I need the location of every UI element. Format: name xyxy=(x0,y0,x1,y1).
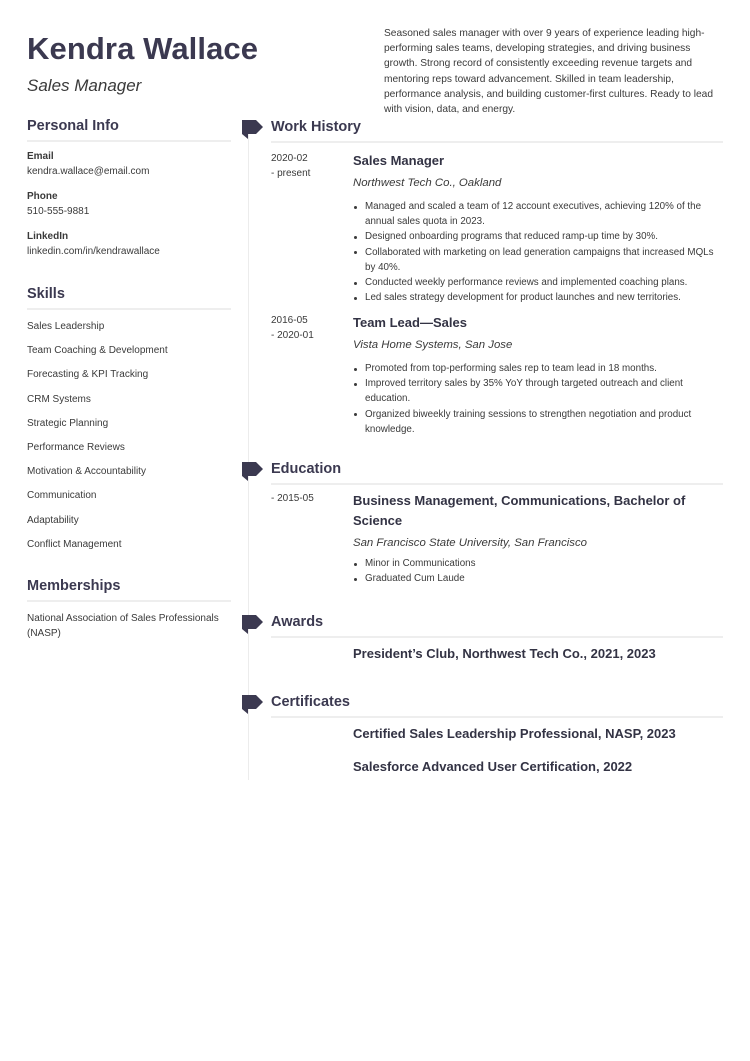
bullet-item: Organized biweekly training sessions to strengthen negotiation and product knowledge. xyxy=(353,407,723,437)
certificate-item: Salesforce Advanced User Certification, 2022 xyxy=(353,759,633,774)
bullet-item: Improved territory sales by 35% YoY through targeted outreach and client education. xyxy=(353,376,723,406)
job-bullets xyxy=(353,199,723,305)
awards-section xyxy=(241,614,723,674)
skill-item: Team Coaching & Development xyxy=(27,345,168,357)
skill-item: Forecasting & KPI Tracking xyxy=(27,369,149,381)
skills-list xyxy=(27,320,231,562)
divider xyxy=(271,483,723,485)
certificates-section xyxy=(241,694,723,784)
work-date xyxy=(271,313,341,343)
email-label: Email xyxy=(27,151,54,162)
candidate-title: Sales Manager xyxy=(27,76,142,95)
job-bullets xyxy=(353,361,723,437)
flag-icon xyxy=(241,694,265,716)
personal-info-section xyxy=(27,118,231,257)
section-heading-skills: Skills xyxy=(27,286,231,310)
candidate-name: Kendra Wallace xyxy=(27,31,259,66)
work-date xyxy=(271,151,341,181)
skill-item: Performance Reviews xyxy=(27,441,125,453)
divider xyxy=(271,141,723,143)
linkedin-value[interactable]: linkedin.com/in/kendrawallace xyxy=(27,246,160,257)
bullet-item: Led sales strategy development for product launches and new territories. xyxy=(353,290,723,305)
skill-item: Sales Leadership xyxy=(27,321,105,332)
left-column xyxy=(27,118,231,641)
company-location: Vista Home Systems, San Jose xyxy=(353,339,513,351)
flag-icon xyxy=(241,614,265,636)
phone-label: Phone xyxy=(27,191,58,202)
skills-section xyxy=(27,286,231,562)
date-start: 2016-05 xyxy=(271,315,308,326)
bullet-item: Graduated Cum Laude xyxy=(353,571,723,586)
education-section xyxy=(241,461,723,591)
divider xyxy=(271,636,723,638)
section-heading-awards: Awards xyxy=(271,614,324,630)
skill-item: Strategic Planning xyxy=(27,417,109,429)
date-end: - present xyxy=(271,168,311,180)
degree-title: Business Management, Communications, Bachelor of Science xyxy=(353,493,686,528)
flag-icon xyxy=(241,461,265,483)
bullet-item: Conducted weekly performance reviews and implemented coaching plans. xyxy=(353,275,723,290)
award-item: President’s Club, Northwest Tech Co., 2021, 2023 xyxy=(353,646,656,661)
bullet-item: Managed and scaled a team of 12 account executives, achieving 120% of the annual sales quota in 2023. xyxy=(353,199,723,229)
skill-item: Communication xyxy=(27,490,97,502)
skill-item: Conflict Management xyxy=(27,538,122,550)
section-heading-certificates: Certificates xyxy=(271,694,350,710)
bullet-item: Promoted from top-performing sales rep to team lead in 18 months. xyxy=(353,361,723,376)
skill-item: Motivation & Accountability xyxy=(27,466,146,478)
professional-summary: Seasoned sales manager with over 9 years of experience leading high-performing sales teams, developing strategies, and driving business growth. Strong record of consistently exceeding revenue targets and mentoring reps toward advancement. Skilled in team leadership, performance analysis, and building customer-first cultures. Ready to lead with vision, data, and energy. xyxy=(384,28,713,116)
certificate-item: Certified Sales Leadership Professional, NASP, 2023 xyxy=(353,726,676,741)
job-title: Sales Manager xyxy=(353,153,445,168)
phone-value[interactable]: 510-555-9881 xyxy=(27,206,90,217)
education-date: - 2015-05 xyxy=(271,493,314,504)
bullet-item: Minor in Communications xyxy=(353,556,723,571)
flag-icon xyxy=(241,119,265,141)
bullet-item: Designed onboarding programs that reduced ramp-up time by 30%. xyxy=(353,229,723,244)
education-bullets xyxy=(353,556,723,586)
linkedin-label: LinkedIn xyxy=(27,231,69,242)
date-end: - 2020-01 xyxy=(271,330,314,342)
skill-item: Adaptability xyxy=(27,514,79,526)
membership-item: National Association of Sales Professionals (NASP) xyxy=(27,612,219,640)
memberships-section xyxy=(27,578,231,641)
job-title: Team Lead—Sales xyxy=(353,315,467,330)
section-heading-education: Education xyxy=(271,461,342,477)
section-heading-memberships: Memberships xyxy=(27,578,231,602)
work-history-section xyxy=(241,119,723,439)
skill-item: CRM Systems xyxy=(27,393,91,405)
company-location: Northwest Tech Co., Oakland xyxy=(353,177,502,189)
divider xyxy=(271,716,723,718)
school-location: San Francisco State University, San Francisco xyxy=(353,537,588,549)
section-heading-personal-info: Personal Info xyxy=(27,118,231,142)
email-value[interactable]: kendra.wallace@email.com xyxy=(27,166,150,177)
section-heading-work-history: Work History xyxy=(271,119,361,135)
date-start: 2020-02 xyxy=(271,153,308,164)
bullet-item: Collaborated with marketing on lead generation campaigns that increased MQLs by 40%. xyxy=(353,245,723,275)
